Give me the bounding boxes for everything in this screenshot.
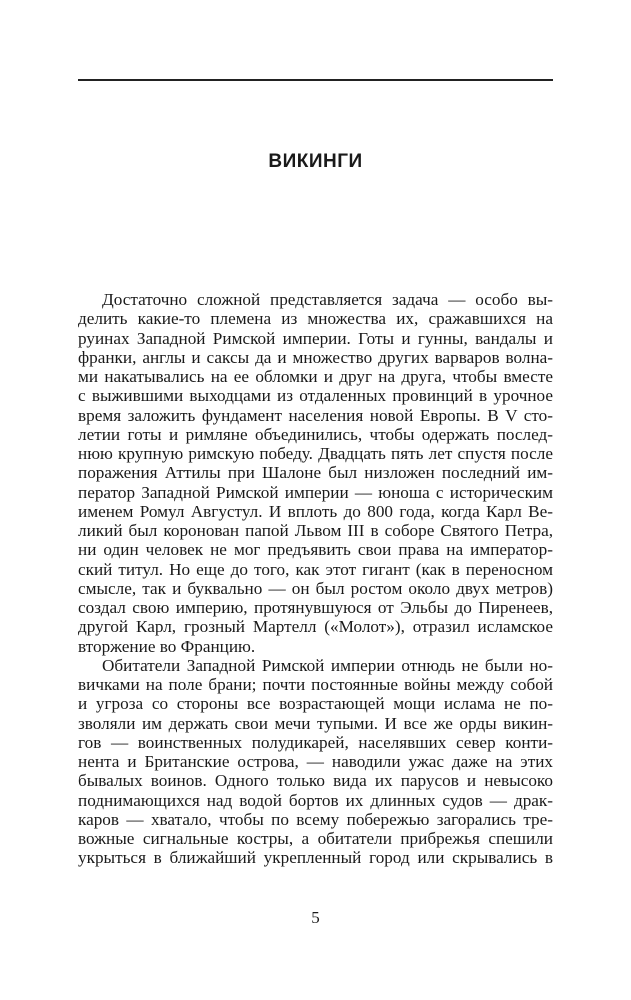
- text-line: поднимающихся над водой бортов их длинных судов — драк-: [78, 790, 553, 810]
- text-line: ни один человек не мог предъявить свои права на император-: [78, 540, 553, 560]
- header-rule: [78, 79, 553, 81]
- text-line: и угроза со стороны все возрастающей мощи ислама не по-: [78, 694, 553, 714]
- text-line: укрыться в ближайший укрепленный город или скрывались в: [78, 848, 553, 868]
- text-line: создал свою империю, протянувшуюся от Эльбы до Пиренеев,: [78, 598, 553, 617]
- text-line: делить какие-то племена из множества их, сражавшихся на: [78, 309, 553, 329]
- text-line: другой Карл, грозный Мартелл («Молот»), отразил исламское: [78, 617, 553, 637]
- text-line: вторжение во Францию.: [78, 636, 256, 656]
- page-number: 5: [311, 908, 320, 927]
- text-line: вожные сигнальные костры, а обитатели прибрежья спешили: [78, 829, 553, 848]
- paragraph: [78, 290, 553, 656]
- text-line: время заложить фундамент населения новой Европы. В V сто-: [78, 405, 553, 425]
- body-text: [78, 290, 553, 868]
- text-line: франки, англы и саксы да и множество других варваров волна-: [78, 347, 553, 367]
- text-line: вичками на поле брани; почти постоянные войны между собой: [78, 675, 553, 694]
- text-line: с выжившими выходцами из отдаленных провинций в урочное: [78, 386, 553, 406]
- text-line: гов — воинственных полудикарей, населявших север конти-: [78, 732, 553, 752]
- text-line: Обитатели Западной Римской империи отнюдь не были но-: [102, 655, 553, 675]
- text-line: именем Ромул Августул. И вплоть до 800 года, когда Карл Ве-: [78, 501, 553, 521]
- text-line: каров — хватало, чтобы по всему побережью загорались тре-: [78, 809, 553, 829]
- text-line: ский титул. Но еще до того, как этот гигант (как в переносном: [78, 559, 553, 579]
- text-line: руинах Западной Римской империи. Готы и гунны, вандалы и: [78, 328, 553, 348]
- text-line: бывалых воинов. Одного только вида их парусов и невысоко: [78, 771, 553, 791]
- paragraph: [78, 656, 553, 868]
- text-line: ператор Западной Римской империи — юноша с историческим: [78, 482, 553, 502]
- text-line: нента и Британские острова, — наводили ужас даже на этих: [78, 752, 553, 771]
- text-line: смысле, так и буквально — он был ростом около двух метров): [78, 578, 553, 598]
- text-line: ми накатывались на ее обломки и друг на друга, чтобы вместе: [78, 367, 553, 386]
- text-line: ликий был коронован папой Львом III в соборе Святого Петра,: [78, 521, 553, 540]
- text-line: летии готы и римляне объединились, чтобы одержать послед-: [78, 424, 553, 444]
- text-line: поражения Аттилы при Шалоне был низложен последний им-: [78, 463, 553, 483]
- chapter-title: ВИКИНГИ: [268, 151, 363, 172]
- text-line: зволяли им держать свои мечи тупыми. И все же орды викин-: [78, 713, 553, 733]
- text-line: Достаточно сложной представляется задача — особо вы-: [102, 290, 553, 309]
- text-line: нюю крупную римскую победу. Двадцать пять лет спустя после: [78, 444, 553, 463]
